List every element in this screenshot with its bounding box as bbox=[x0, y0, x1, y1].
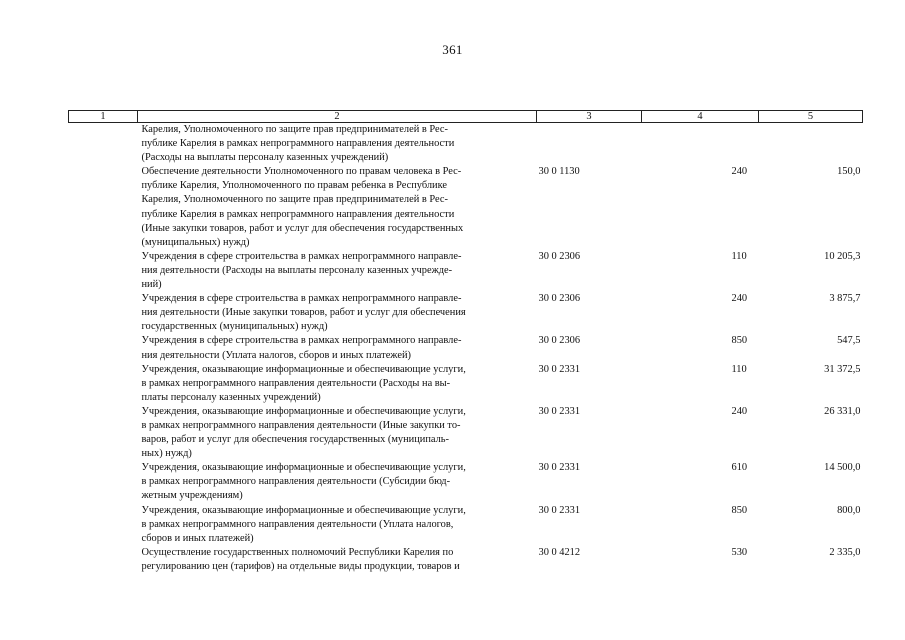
table-row bbox=[69, 363, 863, 405]
row-number-cell bbox=[69, 461, 138, 503]
row-number-cell bbox=[69, 546, 138, 574]
target-article-code-cell: 30 0 2306 bbox=[538, 335, 581, 347]
amount-cell: 2 335,0 bbox=[829, 546, 861, 558]
amount-cell: 31 372,5 bbox=[824, 363, 861, 375]
expense-name-line: в рамках непрограммного направления деятельности (Уплата налогов, bbox=[141, 518, 454, 530]
table-row bbox=[69, 123, 863, 166]
expense-type-cell: 240 bbox=[731, 293, 748, 305]
expense-name-cell bbox=[138, 363, 537, 405]
row-number-cell bbox=[69, 363, 138, 405]
target-article-code-cell bbox=[537, 123, 642, 166]
amount-cell: 3 875,7 bbox=[829, 293, 861, 305]
column-header-1: 1 bbox=[69, 111, 138, 123]
expense-name-cell bbox=[138, 250, 537, 292]
expense-name-line: ния деятельности (Уплата налогов, сборов и иных платежей) bbox=[141, 349, 411, 361]
expense-name-line: Учреждения в сфере строительства в рамках непрограммного направле- bbox=[141, 250, 462, 262]
target-article-code-cell: 30 0 4212 bbox=[538, 546, 581, 558]
expense-name-cell bbox=[138, 504, 537, 546]
expense-name-line: Учреждения, оказывающие информационные и обеспечивающие услуги, bbox=[141, 504, 466, 516]
expense-name-line: Осуществление государственных полномочий Республики Карелия по bbox=[141, 546, 454, 558]
table-header bbox=[69, 111, 863, 123]
row-number-cell bbox=[69, 334, 138, 362]
expense-name-line: Учреждения, оказывающие информационные и обеспечивающие услуги, bbox=[141, 462, 466, 474]
target-article-code-cell: 30 0 2331 bbox=[538, 462, 581, 474]
expense-name-line: в рамках непрограммного направления деятельности (Расходы на вы- bbox=[141, 377, 451, 389]
amount-cell: 547,5 bbox=[837, 335, 861, 347]
amount-cell: 800,0 bbox=[837, 504, 861, 516]
expense-name-line: публике Карелия, Уполномоченного по правам ребенка в Республике bbox=[141, 180, 448, 192]
row-number-cell bbox=[69, 123, 138, 166]
amount-cell: 150,0 bbox=[837, 166, 861, 178]
column-header-5: 5 bbox=[759, 111, 863, 123]
table-row bbox=[69, 405, 863, 461]
table-row bbox=[69, 546, 863, 574]
table-row bbox=[69, 461, 863, 503]
row-number-cell bbox=[69, 250, 138, 292]
expense-type-cell: 240 bbox=[731, 405, 748, 417]
expense-name-line: ния деятельности (Расходы на выплаты персоналу казенных учрежде- bbox=[141, 264, 453, 276]
expense-name-cell bbox=[138, 405, 537, 461]
expense-name-line: (Расходы на выплаты персоналу казенных учреждений) bbox=[141, 152, 389, 164]
expense-name-line: в рамках непрограммного направления деятельности (Иные закупки то- bbox=[141, 419, 461, 431]
expense-name-line: регулированию цен (тарифов) на отдельные виды продукции, товаров и bbox=[141, 560, 460, 572]
row-number-cell bbox=[69, 292, 138, 334]
expense-name-cell bbox=[138, 546, 537, 574]
expense-name-line: (Иные закупки товаров, работ и услуг для обеспечения государственных bbox=[141, 222, 464, 234]
expense-type-cell: 850 bbox=[731, 504, 748, 516]
expense-name-line: в рамках непрограммного направления деятельности (Субсидии бюд- bbox=[141, 476, 451, 488]
page-number: 361 bbox=[442, 42, 463, 57]
row-number-cell bbox=[69, 504, 138, 546]
expense-name-line: жетным учреждениям) bbox=[141, 490, 243, 502]
table-row bbox=[69, 334, 863, 362]
budget-table bbox=[68, 110, 863, 574]
expense-type-cell: 610 bbox=[731, 462, 748, 474]
expense-name-cell bbox=[138, 165, 537, 250]
expense-name-line: Учреждения, оказывающие информационные и обеспечивающие услуги, bbox=[141, 363, 466, 375]
expense-name-line: Карелия, Уполномоченного по защите прав предпринимателей в Рес- bbox=[141, 124, 448, 135]
expense-name-line: Учреждения в сфере строительства в рамках непрограммного направле- bbox=[141, 293, 462, 305]
expense-type-cell: 530 bbox=[731, 546, 748, 558]
expense-type-cell: 110 bbox=[731, 250, 747, 262]
expense-name-cell bbox=[138, 123, 537, 166]
amount-cell bbox=[759, 123, 863, 166]
column-header-3: 3 bbox=[537, 111, 642, 123]
expense-name-cell bbox=[138, 292, 537, 334]
target-article-code-cell: 30 0 2306 bbox=[538, 293, 581, 305]
amount-cell: 14 500,0 bbox=[824, 462, 861, 474]
header-row bbox=[69, 111, 863, 123]
table-row bbox=[69, 292, 863, 334]
row-number-cell bbox=[69, 165, 138, 250]
expense-name-line: публике Карелия в рамках непрограммного направления деятельности bbox=[141, 138, 455, 150]
expense-name-line: Карелия, Уполномоченного по защите прав предпринимателей в Рес- bbox=[141, 194, 448, 206]
expense-name-line: Обеспечение деятельности Уполномоченного по правам человека в Рес- bbox=[141, 166, 462, 178]
target-article-code-cell: 30 0 2331 bbox=[538, 504, 581, 516]
expense-type-cell: 240 bbox=[731, 166, 748, 178]
expense-name-line: Учреждения в сфере строительства в рамках непрограммного направле- bbox=[141, 335, 462, 347]
amount-cell: 26 331,0 bbox=[824, 405, 861, 417]
expense-name-line: (муниципальных) нужд) bbox=[141, 236, 250, 248]
target-article-code-cell: 30 0 1130 bbox=[538, 166, 580, 178]
expense-name-line: сборов и иных платежей) bbox=[141, 532, 254, 544]
expense-type-cell bbox=[642, 123, 759, 166]
expense-name-line: варов, работ и услуг для обеспечения государственных (муниципаль- bbox=[141, 434, 449, 446]
expense-name-cell bbox=[138, 334, 537, 362]
amount-cell: 10 205,3 bbox=[824, 250, 861, 262]
target-article-code-cell: 30 0 2331 bbox=[538, 363, 581, 375]
expense-name-line: ных) нужд) bbox=[141, 448, 192, 460]
table-row bbox=[69, 165, 863, 250]
table-body bbox=[69, 123, 863, 575]
expense-name-line: публике Карелия в рамках непрограммного направления деятельности bbox=[141, 208, 455, 220]
target-article-code-cell: 30 0 2331 bbox=[538, 405, 581, 417]
column-header-2: 2 bbox=[138, 111, 537, 123]
expense-name-line: государственных (муниципальных) нужд) bbox=[141, 321, 328, 333]
row-number-cell bbox=[69, 405, 138, 461]
expense-name-line: ний) bbox=[141, 279, 162, 291]
table-row bbox=[69, 250, 863, 292]
expense-type-cell: 850 bbox=[731, 335, 748, 347]
expense-type-cell: 110 bbox=[731, 363, 747, 375]
expense-name-line: Учреждения, оказывающие информационные и обеспечивающие услуги, bbox=[141, 405, 466, 417]
column-header-4: 4 bbox=[642, 111, 759, 123]
table-row bbox=[69, 504, 863, 546]
target-article-code-cell: 30 0 2306 bbox=[538, 250, 581, 262]
expense-name-cell bbox=[138, 461, 537, 503]
expense-name-line: платы персоналу казенных учреждений) bbox=[141, 391, 321, 403]
expense-name-line: ния деятельности (Иные закупки товаров, работ и услуг для обеспечения bbox=[141, 307, 466, 319]
